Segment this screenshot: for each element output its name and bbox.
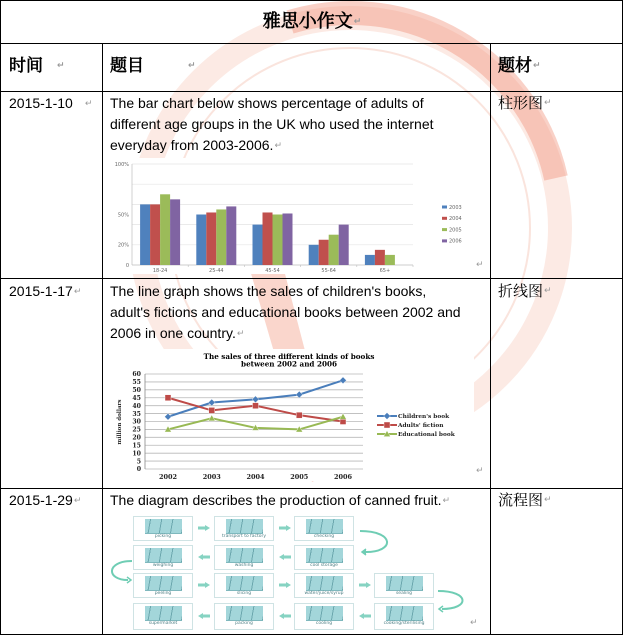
table-border-bottom (0, 634, 623, 635)
prompt-line: The diagram describes the production of canned fruit. (110, 492, 442, 508)
legend-label: 2006 (449, 238, 462, 245)
y-tick-label: 50 (132, 387, 141, 395)
paragraph-mark-icon: ↵ (73, 495, 82, 506)
bar (365, 255, 375, 265)
step-illustration-icon (306, 519, 343, 534)
bar (329, 235, 339, 265)
y-tick-label: 10 (132, 450, 141, 458)
step-label: weighing (152, 563, 174, 568)
y-tick-label: 0 (125, 262, 129, 269)
step-illustration-icon (386, 606, 423, 621)
y-tick-label: 0 (136, 466, 141, 474)
table-border-top (0, 0, 623, 1)
row-type-text: 折线图 (498, 282, 544, 300)
flow-step (214, 573, 274, 598)
table-title (0, 11, 624, 33)
step-label: slicing (236, 591, 252, 596)
line-chart (108, 349, 474, 481)
flow-step (214, 545, 274, 570)
paragraph-mark-icon: ↵ (476, 466, 484, 476)
row-divider (0, 278, 623, 279)
legend-label: 2003 (449, 204, 462, 211)
y-tick-label: 55 (132, 379, 141, 387)
legend-swatch (442, 239, 447, 242)
flow-step (374, 573, 434, 598)
flow-step (294, 603, 354, 630)
arrow-right-icon (359, 582, 371, 588)
step-illustration-icon (145, 548, 182, 563)
bar (140, 204, 150, 265)
arrow-left-icon (279, 554, 291, 560)
flow-step (133, 603, 193, 630)
paragraph-mark-icon: ↵ (476, 260, 484, 270)
x-tick-label: 2003 (202, 473, 221, 481)
step-illustration-icon (145, 519, 182, 534)
bar (339, 225, 349, 265)
flow-step (214, 516, 274, 541)
x-tick-label: 2002 (158, 473, 178, 481)
y-tick-label: 15 (132, 442, 141, 450)
paragraph-mark-icon: ↵ (544, 495, 552, 505)
chart-title: The sales of three different kinds of books (203, 352, 375, 361)
row-prompt (110, 281, 461, 344)
step-illustration-icon (226, 548, 263, 563)
legend-swatch (442, 228, 447, 231)
bar (263, 212, 273, 265)
prompt-line: adult's fictions and educational books between 2002 and (110, 304, 461, 320)
step-label: packing (235, 621, 253, 626)
x-tick-label: 25-44 (209, 268, 224, 274)
row-date-text: 2015-1-10 (9, 95, 73, 111)
y-tick-label: 30 (132, 418, 141, 426)
step-label: supermarket (148, 621, 178, 626)
arrow-left-icon (279, 613, 291, 619)
paragraph-mark-icon: ↵ (442, 495, 451, 506)
bar (385, 255, 395, 265)
bar-chart (108, 158, 470, 274)
row-divider (0, 488, 623, 489)
step-illustration-icon (306, 548, 343, 563)
arrow-left-icon (359, 613, 371, 619)
x-tick-label: 65+ (379, 268, 391, 274)
column-header-date-text: 时间 (9, 56, 43, 76)
bar (206, 212, 216, 265)
bar (283, 213, 293, 265)
legend-label: Children's book (398, 414, 450, 421)
row-date-text: 2015-1-17 (9, 283, 73, 299)
x-tick-label: 2005 (290, 473, 309, 481)
y-tick-label: 100% (114, 161, 129, 168)
row-type-text: 柱形图 (498, 94, 544, 112)
column-header-type-text: 题材 (498, 56, 532, 76)
arrow-right-icon (279, 582, 291, 588)
curved-arrow-icon (438, 591, 463, 609)
square-marker-icon (296, 412, 302, 418)
step-illustration-icon (306, 606, 343, 621)
column-header-prompt (110, 55, 196, 77)
x-tick-label: 2004 (246, 473, 265, 481)
y-tick-label: 35 (132, 410, 141, 418)
step-label: washing (234, 563, 254, 568)
square-marker-icon (253, 403, 259, 409)
bar (196, 215, 206, 266)
flow-step (214, 603, 274, 630)
step-label: water/juice/syrup (304, 591, 344, 596)
flow-step (133, 516, 193, 541)
row-type-text: 流程图 (498, 491, 544, 509)
step-illustration-icon (386, 576, 423, 591)
step-illustration-icon (226, 519, 263, 534)
column-divider (102, 43, 103, 635)
paragraph-mark-icon: ↵ (533, 61, 541, 71)
y-tick-label: 45 (132, 394, 141, 402)
prompt-line: The bar chart below shows percentage of adults of (110, 95, 424, 111)
bar (273, 215, 283, 266)
step-illustration-icon (145, 606, 182, 621)
x-tick-label: 2006 (333, 473, 353, 481)
paragraph-mark-icon: ↵ (470, 618, 478, 628)
paragraph-mark-icon: ↵ (544, 286, 552, 296)
step-label: transport to factory (221, 534, 267, 539)
column-header-type (498, 55, 541, 77)
paragraph-mark-icon: ↵ (274, 140, 282, 151)
row-type (498, 490, 552, 511)
legend-swatch (442, 206, 447, 209)
prompt-line: The line graph shows the sales of children's books, (110, 283, 427, 299)
row-divider (0, 43, 623, 44)
flow-step (374, 603, 434, 630)
legend-label: 2004 (449, 216, 462, 223)
row-date (9, 490, 81, 512)
row-divider (0, 91, 623, 92)
prompt-line: different age groups in the UK who used the internet (110, 116, 434, 132)
step-illustration-icon (145, 576, 182, 591)
arrow-right-icon (279, 525, 291, 531)
column-header-date (9, 55, 65, 77)
paragraph-mark-icon: ↵ (73, 286, 82, 297)
legend-label: Adults' fiction (398, 423, 444, 430)
bar (375, 250, 385, 265)
arrow-left-icon (198, 554, 210, 560)
bar (170, 199, 180, 265)
y-tick-label: 5 (136, 458, 141, 466)
step-label: cooking/sterilising (383, 621, 425, 626)
flow-step (133, 573, 193, 598)
bar (226, 206, 236, 265)
paragraph-mark-icon: ↵ (188, 61, 196, 71)
curved-arrow-icon (360, 531, 387, 552)
table-border-left (0, 0, 1, 635)
bar (309, 245, 319, 265)
prompt-line: everyday from 2003-2006. (110, 137, 274, 153)
step-label: checking (313, 534, 335, 539)
y-axis-label: million dollars (117, 399, 123, 445)
row-prompt (110, 490, 450, 511)
step-illustration-icon (226, 576, 263, 591)
y-tick-label: 50% (117, 212, 129, 219)
curved-arrow-icon (112, 561, 132, 580)
prompt-line: 2006 in one country. (110, 325, 236, 341)
row-type (498, 93, 552, 114)
x-tick-label: 55-64 (321, 268, 336, 274)
square-marker-icon (209, 407, 215, 413)
x-tick-label: 18-24 (152, 268, 168, 274)
y-tick-label: 25 (132, 426, 141, 434)
paragraph-mark-icon: ↵ (236, 328, 245, 339)
row-date-text: 2015-1-29 (9, 492, 73, 508)
step-illustration-icon (226, 606, 263, 621)
column-header-prompt-text: 题目 (110, 56, 144, 76)
paragraph-mark-icon: ↵ (57, 61, 65, 71)
legend-label: Educational book (398, 432, 455, 439)
step-label: peeling (154, 591, 172, 596)
bar (160, 194, 170, 265)
row-type (498, 281, 552, 302)
bar (216, 209, 226, 265)
paragraph-mark-icon: ↵ (544, 98, 552, 108)
square-marker-icon (384, 422, 390, 428)
row-date (9, 281, 81, 303)
x-tick-label: 45-54 (265, 268, 280, 274)
arrow-right-icon (198, 582, 210, 588)
legend-swatch (442, 217, 447, 220)
column-divider (490, 43, 491, 635)
chart-subtitle: between 2002 and 2006 (241, 359, 337, 369)
paragraph-mark-icon: ↵ (84, 98, 93, 109)
legend-label: 2005 (449, 227, 462, 234)
flow-step (133, 545, 193, 570)
row-date (9, 93, 92, 115)
square-marker-icon (165, 395, 171, 401)
step-label: sealing (395, 591, 413, 596)
table-title-text: 雅思小作文 (262, 11, 353, 32)
row-prompt (110, 93, 434, 156)
y-tick-label: 40 (132, 402, 141, 410)
arrow-right-icon (198, 525, 210, 531)
y-tick-label: 60 (132, 371, 141, 379)
step-illustration-icon (306, 576, 343, 591)
flow-step (294, 516, 354, 541)
bar (253, 225, 263, 265)
bar (150, 204, 160, 265)
step-label: cool storage (310, 563, 338, 568)
flow-step (294, 573, 354, 598)
paragraph-mark-icon: ↵ (353, 17, 362, 27)
y-tick-label: 20 (132, 434, 141, 442)
y-tick-label: 20% (117, 242, 129, 249)
arrow-left-icon (198, 613, 210, 619)
step-label: cooling (315, 621, 333, 626)
bar (319, 240, 329, 265)
table-border-right (622, 0, 623, 635)
step-label: picking (154, 534, 172, 539)
flow-step (294, 545, 354, 570)
